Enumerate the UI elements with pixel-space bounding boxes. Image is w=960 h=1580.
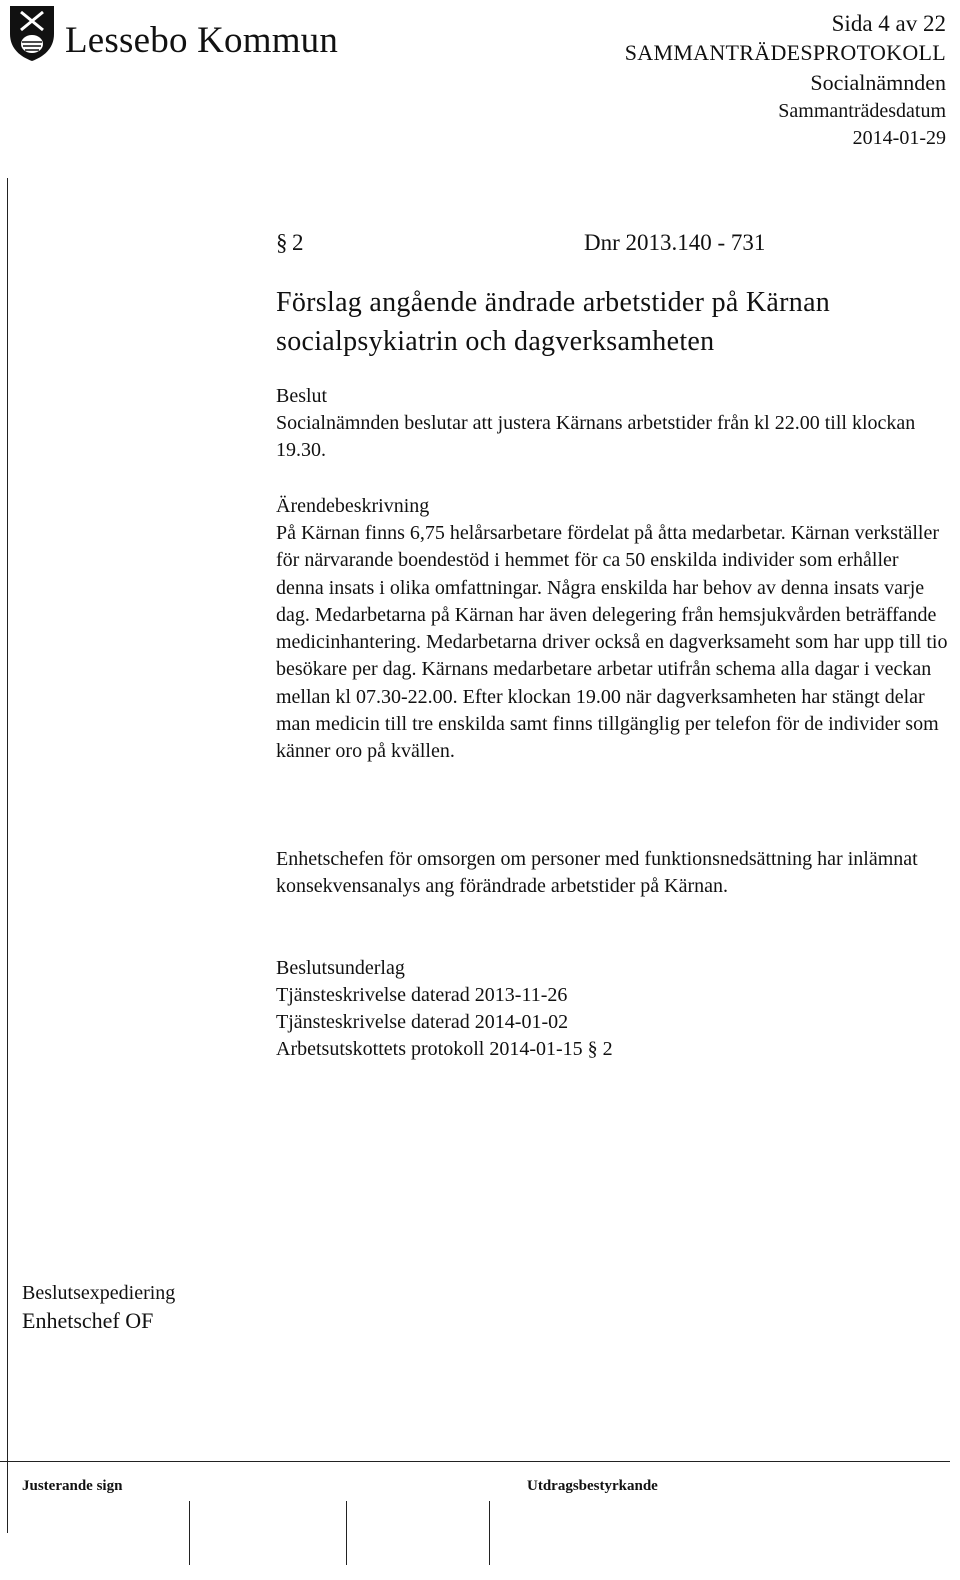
meeting-date: 2014-01-29 (852, 127, 946, 149)
case-description-section (276, 493, 948, 766)
case-number: Dnr 2013.140 - 731 (584, 230, 766, 255)
decision-text: Socialnämnden beslutar att justera Kärnans arbetstider från kl 22.00 till klockan 19.30. (276, 412, 916, 461)
margin-rule (7, 178, 8, 1533)
case-description-heading: Ärendebeskrivning (276, 495, 430, 517)
item-title-line: socialpsykiatrin och dagverksamheten (276, 326, 715, 357)
item-title (276, 283, 956, 361)
municipal-crest-icon (7, 4, 57, 62)
case-description-text-2: Enhetschefen för omsorgen om personer med funktionsnedsättning har inlämnat konsekvensanalys ang förändrade arbetstider på Kärnan. (276, 848, 918, 897)
decision-basis-item: Arbetsutskottets protokoll 2014-01-15 § 2 (276, 1038, 613, 1060)
meeting-date-label: Sammanträdesdatum (778, 100, 946, 122)
document-header (625, 10, 946, 152)
case-description-text: På Kärnan finns 6,75 helårsarbetare fördelat på åtta medarbetar. Kärnan verkställer för närvarande boendestöd i hemmet för ca 50 enskilda individer som erhåller denna insats i olika omfattningar. Några enskilda har behov av denna insats varje dag. Medarbetarna på Kärnan har även delegering från hemsjukvården beträffande medicinhantering. Medarbetarna driver också en dagverksameht som har upp till tio besökare per dag. Kärnans medarbetare arbetar utifrån schema alla dagar i veckan mellan kl 07.30-22.00. Efter klockan 19.00 när dagverksamheten har stängt delar man medicin till tre enskilda samt finns tillgänglig per telefon för de individer som känner oro på kvällen. (276, 522, 948, 763)
item-title-line: Förslag angående ändrade arbetstider på Kärnan (276, 287, 831, 318)
decision-heading: Beslut (276, 385, 328, 407)
paragraph-number: 2 (292, 230, 304, 255)
committee-name: Socialnämnden (810, 70, 946, 95)
org-logo (7, 4, 367, 64)
adjuster-signature-label: Justerande sign (22, 1478, 123, 1494)
signature-box-divider (189, 1501, 190, 1565)
distribution-heading: Beslutsexpediering (22, 1282, 176, 1304)
extract-certification-label: Utdragsbestyrkande (527, 1478, 658, 1494)
case-description-paragraph-2 (276, 846, 948, 900)
decision-basis-section (276, 955, 948, 1063)
signature-box-divider (489, 1501, 490, 1565)
signature-box-divider (346, 1501, 347, 1565)
footer-rule (0, 1461, 950, 1462)
distribution-section (22, 1280, 175, 1334)
page-number: Sida 4 av 22 (831, 11, 946, 36)
org-name: Lessebo Kommun (65, 20, 339, 61)
distribution-recipient: Enhetschef OF (22, 1308, 154, 1333)
document-type: SAMMANTRÄDESPROTOKOLL (624, 40, 946, 65)
decision-basis-item: Tjänsteskrivelse daterad 2013-11-26 (276, 984, 568, 1006)
paragraph-sign: § (276, 230, 288, 255)
decision-basis-item: Tjänsteskrivelse daterad 2014-01-02 (276, 1011, 569, 1033)
decision-section (276, 383, 948, 464)
decision-basis-heading: Beslutsunderlag (276, 957, 405, 979)
